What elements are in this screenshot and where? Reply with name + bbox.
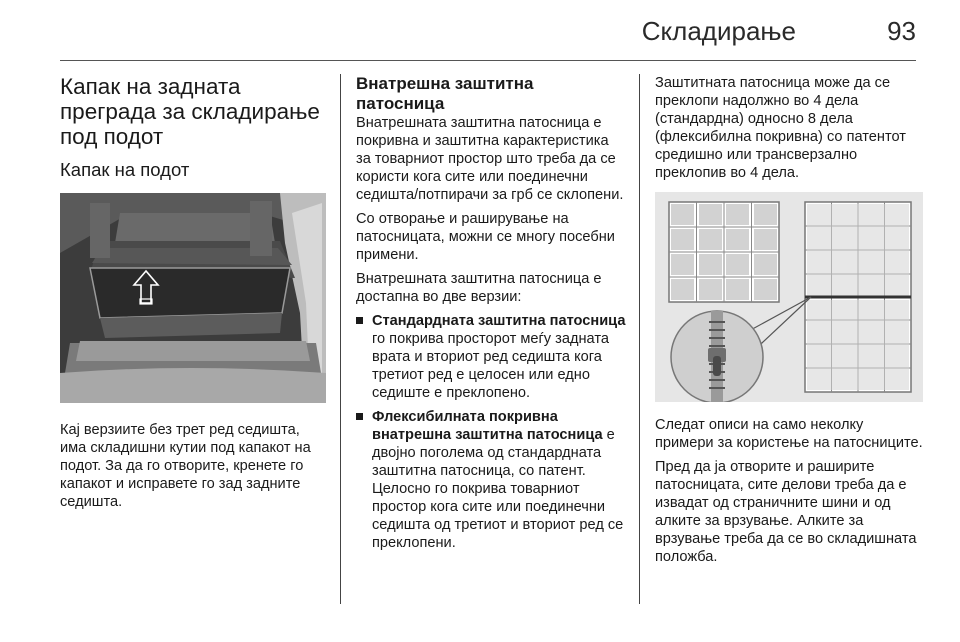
column-divider [639,74,640,604]
header-rule [60,60,916,61]
list-item [356,408,626,552]
page-header [0,14,916,54]
bullet-text: е двојно поголема од стандардната заштитна патосница, со патент. Целосно го покрива товарниот простор кога сите или поединечни седишта од третиот и вториот ред се преклопени. [372,427,624,551]
right-column [655,74,923,572]
body-paragraph: Заштитната патосница може да се преклопи надолжно во 4 дела (стандардна) односно 8 дела (флексибилна покривна) со патентот средишно или трансверзално преклопив во 4 дела. [655,75,906,181]
section-title: Складирање [641,16,796,46]
bullet-text: го покрива просторот меѓу задната врата и вториот ред седишта кога третиот ред е целосен или едно седиште е преклопено. [372,331,609,401]
zipper-icon [671,311,763,402]
middle-column [356,74,626,558]
body-paragraph: Пред да ја отворите и раширите патосницата, сите делови треба да е извадат од страничните шини и од алките за врзување. Алките за врзување треба да се во складишната положба. [655,459,917,565]
floor-mat-diagram [655,192,923,402]
bullet-term: Флексибилната покривна внатрешна заштитна патосница [372,409,603,443]
body-paragraph: Следат описи на само неколку примери за користење на патосниците. [655,417,923,451]
floor-cover-photo [60,193,326,403]
left-column [60,74,326,517]
page-number: 93 [887,16,916,46]
bullet-list [356,312,626,552]
body-paragraph: Кај верзиите без трет ред седишта, има складишни кутии под капакот на подот. За да го отворите, кренете го капакот и исправете го зад задните седишта. [60,422,311,510]
mat-illustration [655,192,923,402]
body-paragraph: Внатрешната заштитна патосница е достапна во две верзии: [356,271,602,305]
list-item [356,312,626,402]
body-paragraph: Со отворање и раширување на патосницата, можни се многу посебни примени. [356,211,615,263]
column-divider [340,74,341,604]
body-paragraph: Внатрешната заштитна патосница е покривна и заштитна карактеристика за товарниот простор што треба да се користи кога сите или поединечни седишта/потпирачи за грб се склопени. [356,115,624,203]
section-heading: Капак на задната преграда за складирање под подот [60,74,320,149]
bullet-icon [356,413,363,420]
subsection-heading: Капак на подот [60,159,190,180]
cargo-floor-illustration [60,193,326,403]
bullet-icon [356,317,363,324]
standard-mat-grid [669,202,779,302]
section-heading: Внатрешна заштитна патосница [356,74,534,113]
bullet-term: Стандардната заштитна патосница [372,313,626,329]
flexible-mat-grid [805,202,911,392]
